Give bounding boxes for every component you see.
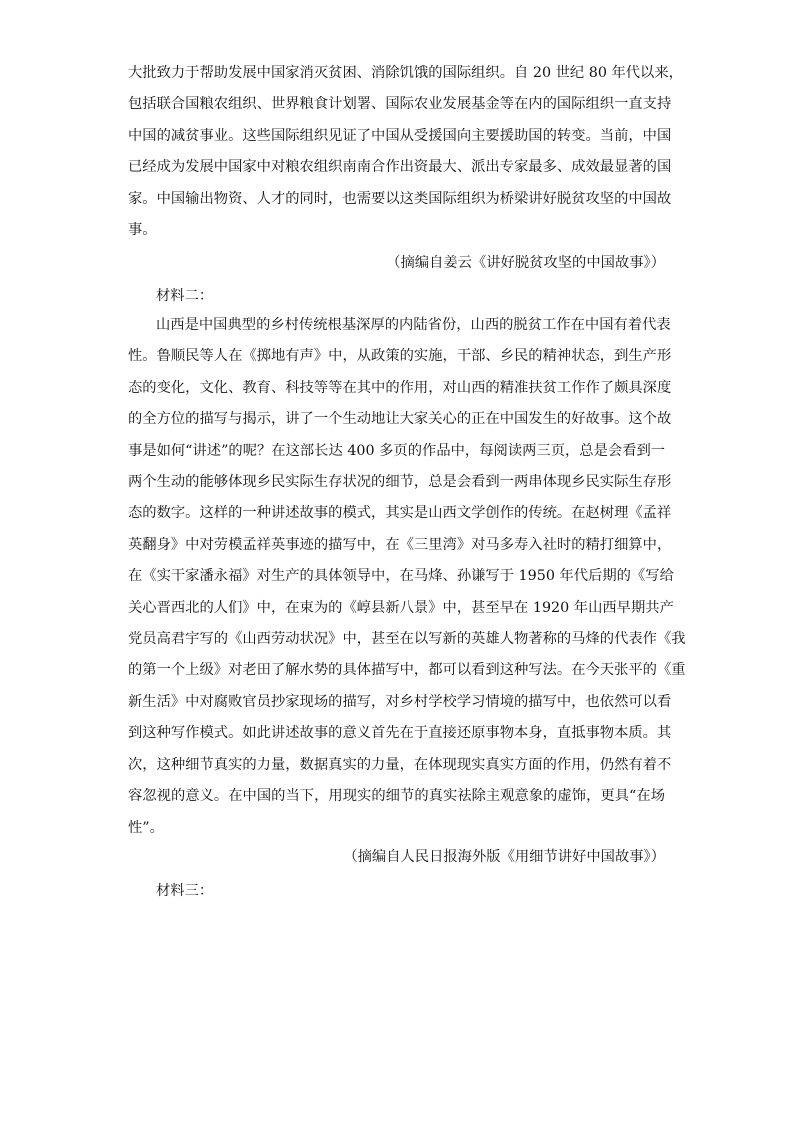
material-two-label: 材料二： [156,288,214,304]
text-line: 到这种写作模式。如此讲述故事的意义首先在于直接还原事物本身，直抵事物本质。其 [128,725,672,742]
text-line: 包括联合国粮农组织、世界粮食计划署、国际农业发展基金等在内的国际组织一直支持 [128,96,672,113]
text-line: 关心晋西北的人们》中，在束为的《崞县新八景》中，甚至早在 1920 年山西早期共产 [128,599,674,616]
text-line: 事是如何“讲述”的呢？在这部长达 400 多页的作品中，每阅读两三页，总是会看到一 [128,442,666,459]
text-line: 两个生动的能够体现乡民实际生存状况的细节，总是会看到一两串体现乡民实际生存形 [128,474,672,491]
text-line: 性”。 [128,819,164,836]
text-line: 山西是中国典型的乡村传统根基深厚的内陆省份，山西的脱贫工作在中国有着代表 [156,317,671,333]
text-line: 中国的减贫事业。这些国际组织见证了中国从受援国向主要援助国的转变。当前，中国 [128,127,672,144]
text-line: 事。 [128,222,157,239]
material-three-label: 材料三： [156,883,214,899]
material-one-paragraph [128,58,683,246]
text-line: 的第一个上级》对老田了解水势的具体描写中，都可以看到这种写法。在今天张平的《重 [128,662,686,679]
text-line: 英翻身》中对劳模孟祥英事迹的描写中，在《三里湾》对马多寿入社时的精打细算中， [128,536,672,553]
text-line: 在《实干家潘永福》对生产的具体领导中，在马烽、孙谦写于 1950 年代后期的《写给 [128,568,674,585]
text-line: 态的数字。这样的一种讲述故事的模式，其实是山西文学创作的传统。在赵树理《孟祥 [128,505,672,522]
material-two-source: （摘编自人民日报海外版《用细节讲好中国故事》） [343,849,665,865]
material-one-source: （摘编自姜云《讲好脱贫攻坚的中国故事》） [386,255,665,271]
material-two-paragraph [128,310,686,844]
text-line: 性。鲁顺民等人在《掷地有声》中，从政策的实施，干部、乡民的精神状态，到生产形 [128,348,672,365]
text-line: 家。中国输出物资、人才的同时，也需要以这类国际组织为桥梁讲好脱贫攻坚的中国故 [128,190,672,207]
text-line: 态的变化，文化、教育、科技等等在其中的作用，对山西的精准扶贫工作作了颇具深度 [128,379,672,396]
text-line: 次，这种细节真实的力量，数据真实的力量，在体现现实真实方面的作用，仍然有着不 [128,756,672,773]
text-line: 党员高君宇写的《山西劳动状况》中，甚至在以写新的英雄人物著称的马烽的代表作《我 [128,631,686,648]
text-line: 已经成为发展中国家中对粮农组织南南合作出资最大、派出专家最多、成效最显著的国 [128,159,672,176]
text-line: 的全方位的描写与揭示，讲了一个生动地让大家关心的正在中国发生的好故事。这个故 [128,411,672,428]
text-line: 大批致力于帮助发展中国家消灭贫困、消除饥饿的国际组织。自 20 世纪 80 年代以来， [128,65,683,81]
text-line: 容忽视的意义。在中国的当下，用现实的细节的真实祛除主观意象的虚饰，更具“在场 [128,788,665,805]
text-line: 新生活》中对腐败官员抄家现场的描写，对乡村学校学习情境的描写中，也依然可以看 [128,693,672,710]
